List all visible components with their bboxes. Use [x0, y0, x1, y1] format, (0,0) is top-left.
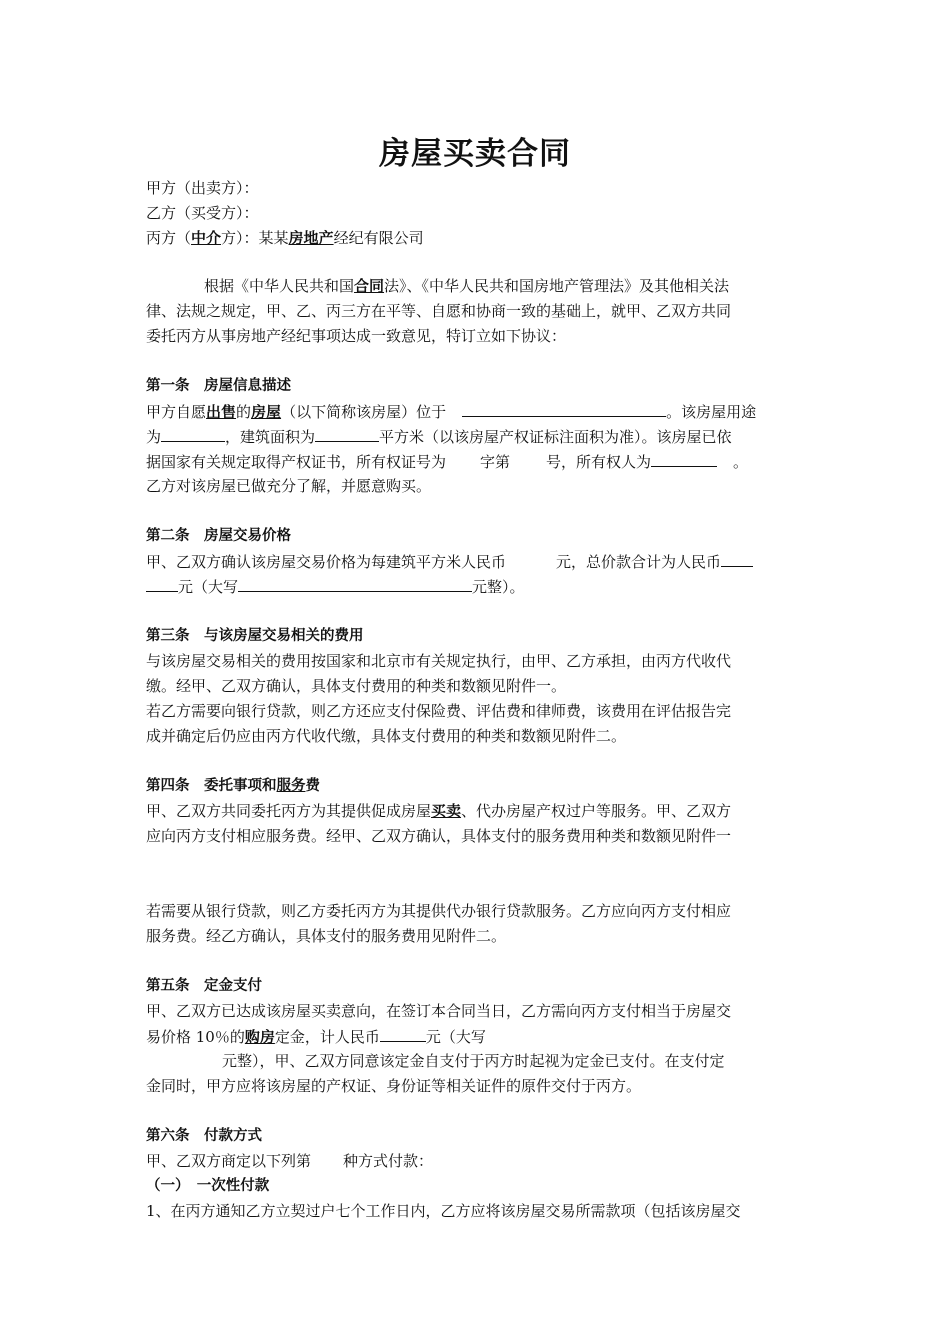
trade-link[interactable]: 买卖 [431, 802, 462, 820]
party-a-line [146, 176, 810, 200]
party-a-label: 甲方（出卖方）： [146, 179, 259, 197]
article-6-line-1: 甲、乙双方商定以下列第 种方式付款： [146, 1152, 434, 1170]
real-estate-link[interactable]: 房地产 [288, 229, 334, 247]
article-5-line-4: 金同时，甲方应将该房屋的产权证、身份证等相关证件的原件交付于丙方。 [146, 1077, 642, 1095]
agent-link[interactable]: 中介 [191, 229, 222, 247]
total-price-blank[interactable] [721, 549, 753, 567]
purchase-link[interactable]: 购房 [244, 1028, 275, 1046]
document-title: 房屋买卖合同 [379, 136, 571, 172]
article-5-line-3: 元整），甲、乙双方同意该定金自支付于丙方时起视为定金已支付。在支付定 [222, 1052, 725, 1070]
article-1-heading: 第一条 房屋信息描述 [146, 378, 291, 394]
article-6-subheading: （一） 一次性付款 [146, 1178, 270, 1194]
article-3-line-1: 与该房屋交易相关的费用按国家和北京市有关规定执行，由甲、乙方承担，由丙方代收代 [146, 652, 732, 670]
location-blank[interactable] [462, 399, 666, 417]
article-1-line-4: 乙方对该房屋已做充分了解，并愿意购买。 [146, 477, 432, 495]
article-3-heading: 第三条 与该房屋交易相关的费用 [146, 628, 364, 644]
preamble-line-3: 委托丙方从事房地产经纪事项达成一致意见，特订立如下协议： [146, 327, 567, 345]
article-5-line-2: 易价格 10％的购房定金，计人民币 元（大写 [146, 1024, 810, 1048]
article-6-line-2: 1、在丙方通知乙方立契过户七个工作日内，乙方应将该房屋交易所需款项（包括该房屋交 [146, 1202, 741, 1220]
party-c-line: 丙方（中介方）：某某房地产经纪有限公司 [146, 229, 424, 247]
area-blank[interactable] [315, 424, 379, 442]
article-4-line-2: 应向丙方支付相应服务费。经甲、乙双方确认，具体支付的服务费用种类和数额见附件一 [146, 827, 732, 845]
party-b-line [146, 201, 810, 225]
article-3-line-2: 缴。经甲、乙双方确认，具体支付费用的种类和数额见附件一。 [146, 677, 567, 695]
article-4-line-4: 服务费。经乙方确认，具体支付的服务费用见附件二。 [146, 927, 507, 945]
article-3-line-4: 成并确定后仍应由丙方代收代缴，具体支付费用的种类和数额见附件二。 [146, 727, 627, 745]
preamble-line-1: 根据《中华人民共和国合同法》、《中华人民共和国房地产管理法》及其他相关法 [204, 277, 730, 295]
article-1-line-1: 甲方自愿出售的房屋（以下简称该房屋）位于 。该房屋用途 [146, 399, 810, 423]
article-6-heading: 第六条 付款方式 [146, 1128, 262, 1144]
article-1-line-3: 据国家有关规定取得产权证书，所有权证号为 字第 号，所有权人为 。 [146, 449, 810, 473]
party-b-label: 乙方（买受方）： [146, 204, 259, 222]
owner-blank[interactable] [651, 449, 717, 467]
article-3-line-3: 若乙方需要向银行贷款，则乙方还应支付保险费、评估费和律师费，该费用在评估报告完 [146, 702, 732, 720]
article-4-heading: 第四条 委托事项和服务费 [146, 778, 320, 794]
article-4-line-1: 甲、乙双方共同委托丙方为其提供促成房屋买卖、代办房屋产权过户等服务。甲、乙双方 [146, 802, 732, 820]
article-2-line-2: 元（大写 元整）。 [146, 574, 810, 598]
preamble-line-2: 律、法规之规定，甲、乙、丙三方在平等、自愿和协商一致的基础上，就甲、乙双方共同 [146, 302, 732, 320]
article-5-line-1: 甲、乙双方已达成该房屋买卖意向，在签订本合同当日，乙方需向丙方支付相当于房屋交 [146, 1002, 732, 1020]
contract-link[interactable]: 合同 [354, 277, 385, 295]
article-4-line-3: 若需要从银行贷款，则乙方委托丙方为其提供代办银行贷款服务。乙方应向丙方支付相应 [146, 902, 732, 920]
deposit-amount-blank[interactable] [380, 1024, 426, 1042]
house-link[interactable]: 房屋 [251, 403, 282, 421]
article-1-line-2: 为 ，建筑面积为 平方米（以该房屋产权证标注面积为准）。该房屋已依 [146, 424, 810, 448]
capital-amount-blank[interactable] [238, 574, 472, 592]
usage-blank[interactable] [161, 424, 225, 442]
article-5-heading: 第五条 定金支付 [146, 978, 262, 994]
article-2-line-1: 甲、乙双方确认该房屋交易价格为每建筑平方米人民币 元，总价款合计为人民币 [146, 549, 810, 573]
total-price-blank-cont[interactable] [146, 574, 178, 592]
article-2-heading: 第二条 房屋交易价格 [146, 528, 291, 544]
service-link[interactable]: 服务 [276, 778, 306, 794]
sell-link[interactable]: 出售 [206, 403, 237, 421]
